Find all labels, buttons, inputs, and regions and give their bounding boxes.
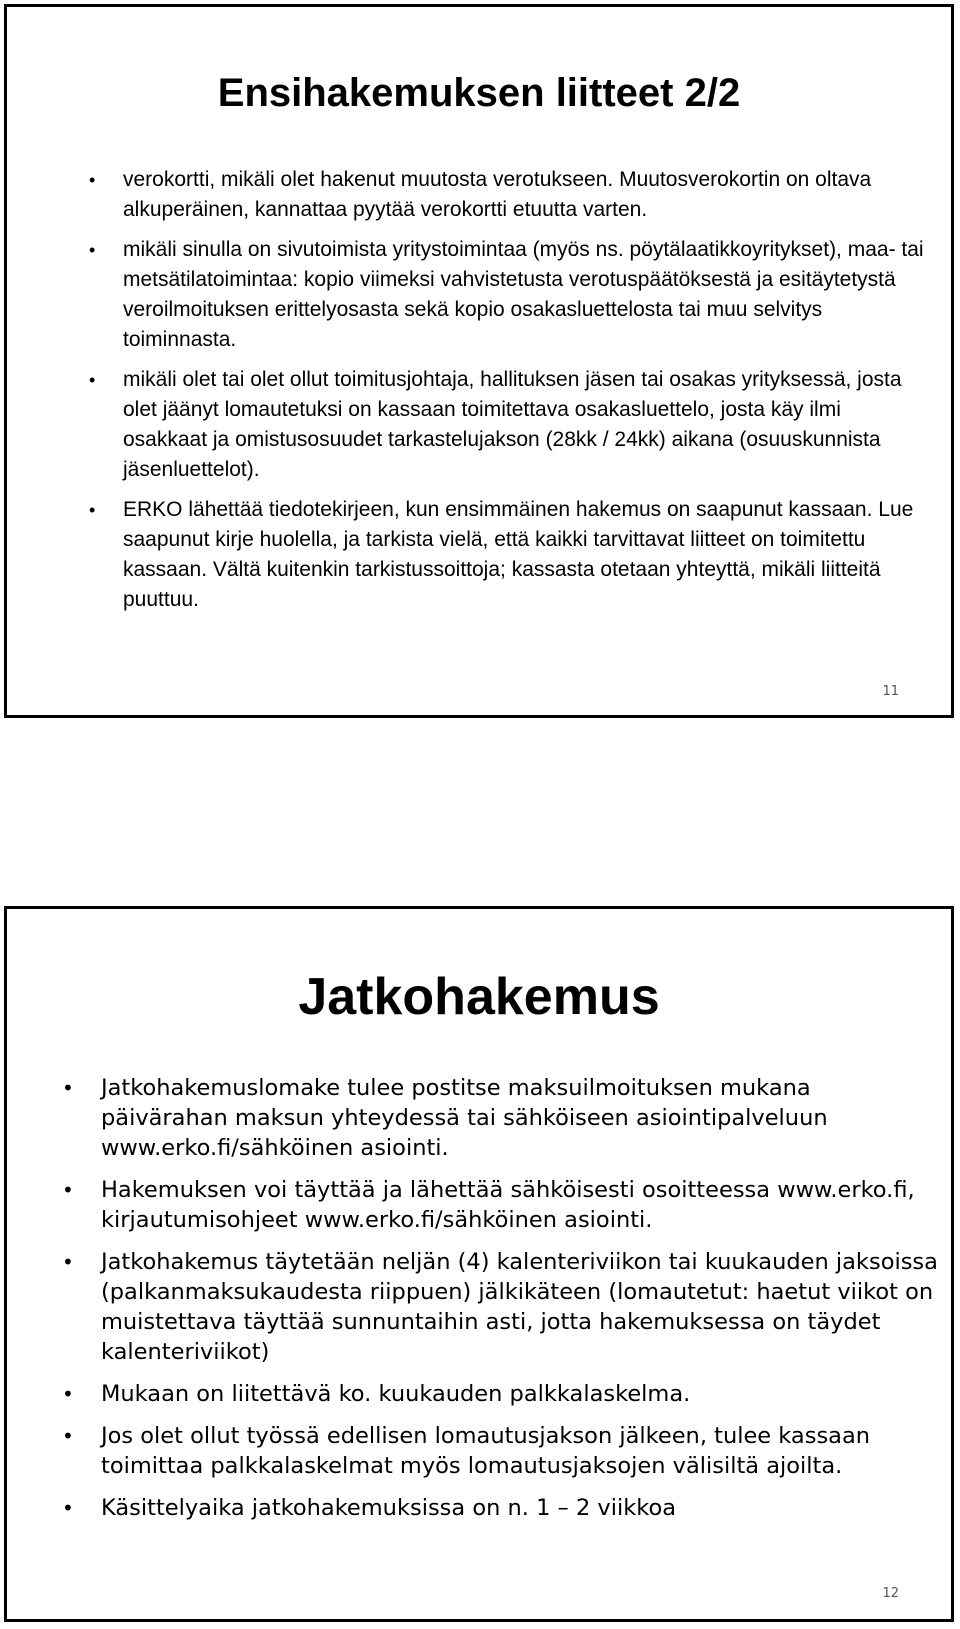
slide-title: Ensihakemuksen liitteet 2/2: [217, 71, 741, 115]
list-item-text: mikäli olet tai olet ollut toimitusjohtaja, hallituksen jäsen tai osakas yrityksessä, josta olet jäänyt lomautetuksi on kassaan toimitettava osakasluettelo, josta käy ilmi osakkaat ja omistusosuudet tarkastelujakson (28kk / 24kk) aikana (osuuskunnista jäsenluettelot).: [123, 368, 902, 481]
list-item: [62, 1073, 942, 1163]
bullet-icon: •: [89, 370, 96, 390]
bullet-icon: •: [62, 1250, 74, 1274]
slide-12: [4, 906, 954, 1622]
page-number: 11: [882, 684, 899, 699]
bullet-list: [62, 1073, 942, 1535]
list-item: [89, 365, 929, 485]
list-item-text: Mukaan on liitettävä ko. kuukauden palkkalaskelma.: [101, 1381, 691, 1407]
list-item: [62, 1379, 942, 1409]
page-number: 12: [882, 1586, 899, 1601]
list-item-text: Jos olet ollut työssä edellisen lomautusjakson jälkeen, tulee kassaan toimittaa palkkalaskelmat myös lomautusjaksojen välisiltä ajoilta.: [101, 1423, 870, 1479]
bullet-icon: •: [62, 1076, 74, 1100]
list-item-text: Hakemuksen voi täyttää ja lähettää sähköisesti osoitteessa www.erko.fi, kirjautumisohjeet www.erko.fi/sähköinen asiointi.: [101, 1177, 915, 1233]
list-item: [89, 495, 929, 615]
list-item: [62, 1493, 942, 1523]
list-item: [62, 1247, 942, 1367]
list-item-text: Jatkohakemuslomake tulee postitse maksuilmoituksen mukana päivärahan maksun yhteydessä tai sähköiseen asiointipalveluun www.erko.fi/sähköinen asiointi.: [101, 1075, 828, 1161]
list-item: [89, 235, 929, 355]
bullet-icon: •: [89, 170, 96, 190]
slide-11: [4, 4, 954, 718]
list-item-text: Käsittelyaika jatkohakemuksissa on n. 1 – 2 viikkoa: [101, 1495, 677, 1521]
bullet-icon: •: [89, 500, 96, 520]
list-item: [89, 165, 929, 225]
bullet-icon: •: [62, 1496, 74, 1520]
bullet-list: [89, 165, 929, 625]
list-item-text: Jatkohakemus täytetään neljän (4) kalenteriviikon tai kuukauden jaksoissa (palkanmaksukaudesta riippuen) jälkikäteen (lomautetut: haetut viikot on muistettava täyttää sunnuntaihin asti, jotta hakemuksessa on täydet kalenteriviikot): [101, 1249, 938, 1365]
slide-title: Jatkohakemus: [298, 968, 660, 1026]
list-item: [62, 1421, 942, 1481]
list-item-text: mikäli sinulla on sivutoimista yritystoimintaa (myös ns. pöytälaatikkoyritykset), maa- tai metsätilatoimintaa: kopio viimeksi vahvistetusta verotuspäätöksestä ja esitäytetystä veroilmoituksen erittelyosasta sekä kopio osakasluettelosta tai muu selvitys toiminnasta.: [123, 238, 924, 351]
bullet-icon: •: [62, 1382, 74, 1406]
list-item-text: ERKO lähettää tiedotekirjeen, kun ensimmäinen hakemus on saapunut kassaan. Lue saapunut kirje huolella, ja tarkista vielä, että kaikki tarvittavat liitteet on toimitettu kassaan. Vältä kuitenkin tarkistussoittoja; kassasta otetaan yhteyttä, mikäli liitteitä puuttuu.: [123, 498, 914, 611]
bullet-icon: •: [62, 1178, 74, 1202]
bullet-icon: •: [89, 240, 96, 260]
list-item-text: verokortti, mikäli olet hakenut muutosta verotukseen. Muutosverokortin on oltava alkuperäinen, kannattaa pyytää verokortti etuutta varten.: [123, 168, 872, 221]
list-item: [62, 1175, 942, 1235]
bullet-icon: •: [62, 1424, 74, 1448]
